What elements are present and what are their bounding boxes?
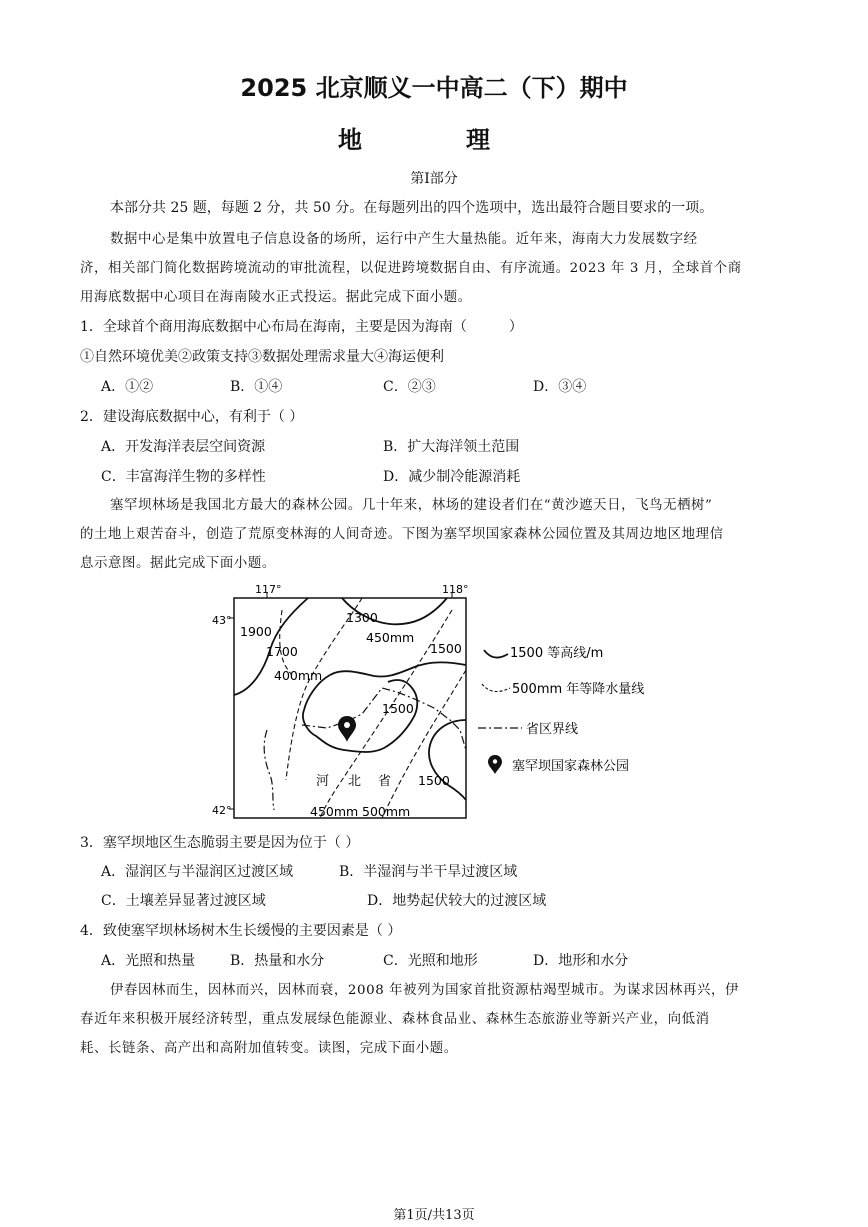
question-3-stem: 3．塞罕坝地区生态脆弱主要是因为位于（ ）	[80, 835, 360, 851]
question-4-option-d[interactable]: D．地形和水分	[533, 953, 629, 969]
question-3-option-d[interactable]: D．地势起伏较大的过渡区域	[367, 893, 547, 909]
passage3-line: 春近年来积极开展经济转型，重点发展绿色能源业、森林食品业、森林生态旅游业等新兴产业，向低消	[80, 1012, 710, 1027]
contour-label: 1500	[382, 701, 414, 716]
park-marker-icon	[338, 716, 356, 742]
lon-label: 117°	[255, 583, 282, 596]
provincial-boundary	[302, 688, 466, 750]
question-1-option-c[interactable]: C．②③	[383, 379, 436, 395]
legend-boundary-label: 省区界线	[526, 722, 579, 737]
passage3-line: 伊春因林而生，因林而兴，因林而衰，2008 年被列为国家首批资源枯竭型城市。为谋求因林再兴，伊	[110, 983, 739, 998]
passage1-line: 数据中心是集中放置电子信息设备的场所，运行中产生大量热能。近年来，海南大力发展数字经	[110, 232, 698, 247]
subject-title: 地 理	[338, 126, 530, 154]
contour-label: 1500	[418, 773, 450, 788]
question-1-note: ①自然环境优美②政策支持③数据处理需求量大④海运便利	[80, 349, 444, 365]
region-label: 北	[348, 774, 362, 789]
region-label: 河	[316, 774, 330, 789]
legend-contour-label: 1500 等高线/m	[510, 646, 604, 661]
contour-label: 400mm	[274, 668, 323, 683]
question-2-option-d[interactable]: D．减少制冷能源消耗	[383, 469, 521, 485]
saihanba-map	[212, 580, 682, 825]
question-3-option-b[interactable]: B．半湿润与半干旱过渡区域	[339, 864, 518, 880]
question-2-option-c[interactable]: C．丰富海洋生物的多样性	[101, 469, 266, 485]
question-2-stem: 2．建设海底数据中心，有利于（ ）	[80, 409, 304, 425]
question-1-option-b[interactable]: B．①④	[230, 379, 283, 395]
isohyet-label: 450mm	[310, 804, 359, 819]
contour-label: 1300	[346, 610, 378, 625]
page-title: 2025 北京顺义一中高二（下）期中	[240, 74, 628, 102]
page-footer: 第1页/共13页	[393, 1208, 475, 1223]
passage1-line: 济，相关部门简化数据跨境流动的审批流程，以促进跨境数据自由、有序流通。2023 年 3 月，全球首个商	[80, 261, 742, 276]
question-3-option-a[interactable]: A．湿润区与半湿润区过渡区域	[101, 864, 294, 880]
legend-park-icon	[488, 755, 502, 774]
lon-label: 118°	[442, 583, 469, 596]
contour-label: 1900	[240, 624, 272, 639]
passage3-line: 耗、长链条、高产出和高附加值转变。读图，完成下面小题。	[80, 1041, 458, 1056]
passage1-line: 用海底数据中心项目在海南陵水正式投运。据此完成下面小题。	[80, 290, 472, 305]
question-1-option-d[interactable]: D．③④	[533, 379, 587, 395]
passage2-line: 的土地上艰苦奋斗，创造了荒原变林海的人间奇迹。下图为塞罕坝国家森林公园位置及其周边地区地理信	[80, 527, 724, 542]
isohyet-line	[286, 598, 362, 780]
question-4-option-c[interactable]: C．光照和地形	[383, 953, 478, 969]
question-4-stem: 4．致使塞罕坝林场树木生长缓慢的主要因素是（ ）	[80, 923, 402, 939]
question-2-option-b[interactable]: B．扩大海洋领土范围	[383, 439, 520, 455]
legend-park-label: 塞罕坝国家森林公园	[512, 759, 630, 774]
contour-label: 1700	[266, 644, 298, 659]
question-4-option-a[interactable]: A．光照和热量	[101, 953, 196, 969]
isohyet-label: 500mm	[362, 804, 411, 819]
contour-label: 450mm	[366, 630, 415, 645]
passage2-line: 塞罕坝林场是我国北方最大的森林公园。几十年来，林场的建设者们在“黄沙遮天日，飞鸟无栖树”	[110, 498, 713, 513]
question-2-option-a[interactable]: A．开发海洋表层空间资源	[101, 439, 266, 455]
lat-label: 42°	[212, 804, 232, 817]
isohyet-line	[382, 670, 466, 818]
section-intro: 本部分共 25 题，每题 2 分，共 50 分。在每题列出的四个选项中，选出最符合题目要求的一项。	[110, 200, 714, 216]
part-heading: 第Ⅰ部分	[410, 171, 458, 187]
legend-contour-icon	[484, 650, 508, 657]
question-1-stem: 1．全球首个商用海底数据中心布局在海南，主要是因为海南（ ）	[80, 319, 523, 335]
contour-label: 1500	[430, 641, 462, 656]
question-4-option-b[interactable]: B．热量和水分	[230, 953, 325, 969]
legend-isohyet-icon	[482, 684, 510, 691]
legend-isohyet-label: 500mm 年等降水量线	[512, 682, 645, 697]
question-1-option-a[interactable]: A．①②	[101, 379, 154, 395]
passage2-line: 息示意图。据此完成下面小题。	[80, 556, 276, 571]
lat-label: 43°	[212, 614, 232, 627]
question-3-option-c[interactable]: C．土壤差异显著过渡区域	[101, 893, 266, 909]
provincial-boundary	[264, 730, 274, 810]
region-label: 省	[378, 774, 392, 789]
